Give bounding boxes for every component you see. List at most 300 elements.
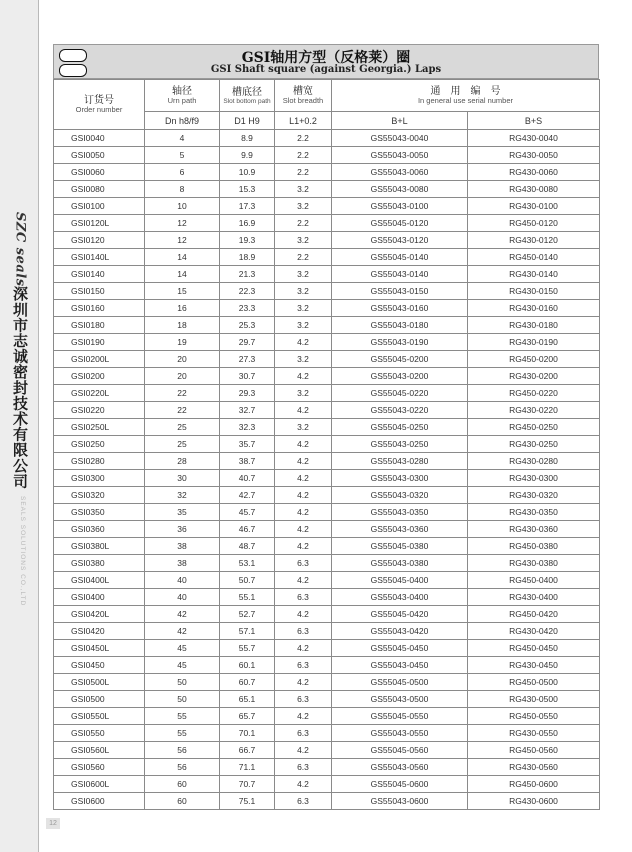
order-number-cell: GSI0500L (54, 674, 145, 691)
slot-bottom-cell: 65.1 (220, 691, 275, 708)
serial-bs-cell: RG450-0120 (468, 215, 600, 232)
order-number-cell: GSI0300 (54, 470, 145, 487)
serial-bl-cell: GS55043-0550 (332, 725, 468, 742)
slot-bottom-cell: 17.3 (220, 198, 275, 215)
col-slot-bottom-en: Slot bottom path (223, 97, 271, 105)
serial-bs-cell: RG430-0080 (468, 181, 600, 198)
slot-width-cell: 3.2 (275, 232, 332, 249)
table-row (54, 776, 600, 793)
slot-width-cell: 6.3 (275, 725, 332, 742)
serial-bs-cell: RG430-0160 (468, 300, 600, 317)
shaft-dia-cell: 20 (145, 351, 220, 368)
slot-bottom-cell: 42.7 (220, 487, 275, 504)
table-row (54, 487, 600, 504)
unit-serial-bl: B+L (332, 112, 468, 130)
slot-width-cell: 6.3 (275, 759, 332, 776)
slot-width-cell: 2.2 (275, 249, 332, 266)
serial-bl-cell: GS55043-0500 (332, 691, 468, 708)
table-row (54, 317, 600, 334)
order-number-cell: GSI0500 (54, 691, 145, 708)
page-title-en: GSI Shaft square (against Georgia.) Laps (210, 64, 442, 75)
slot-width-cell: 2.2 (275, 215, 332, 232)
slot-bottom-cell: 25.3 (220, 317, 275, 334)
order-number-cell: GSI0420 (54, 623, 145, 640)
serial-bs-cell: RG430-0250 (468, 436, 600, 453)
serial-bs-cell: RG430-0280 (468, 453, 600, 470)
table-row (54, 283, 600, 300)
table-row (54, 453, 600, 470)
slot-bottom-cell: 10.9 (220, 164, 275, 181)
order-number-cell: GSI0080 (54, 181, 145, 198)
table-row (54, 759, 600, 776)
shaft-dia-cell: 60 (145, 776, 220, 793)
col-shaft-cn: 轴径 (172, 86, 192, 97)
serial-bl-cell: GS55043-0450 (332, 657, 468, 674)
order-number-cell: GSI0560L (54, 742, 145, 759)
serial-bl-cell: GS55045-0420 (332, 606, 468, 623)
serial-bl-cell: GS55043-0160 (332, 300, 468, 317)
serial-bl-cell: GS55043-0050 (332, 147, 468, 164)
table-row (54, 521, 600, 538)
serial-bs-cell: RG430-0420 (468, 623, 600, 640)
order-number-cell: GSI0120 (54, 232, 145, 249)
order-number-cell: GSI0140L (54, 249, 145, 266)
order-number-cell: GSI0450 (54, 657, 145, 674)
order-number-cell: GSI0400 (54, 589, 145, 606)
table-row (54, 538, 600, 555)
slot-bottom-cell: 35.7 (220, 436, 275, 453)
serial-bs-cell: RG450-0450 (468, 640, 600, 657)
table-row (54, 334, 600, 351)
shaft-dia-cell: 50 (145, 674, 220, 691)
order-number-cell: GSI0250L (54, 419, 145, 436)
unit-serial-bs: B+S (468, 112, 600, 130)
table-row (54, 708, 600, 725)
serial-bs-cell: RG450-0560 (468, 742, 600, 759)
table-row (54, 181, 600, 198)
slot-bottom-cell: 19.3 (220, 232, 275, 249)
order-number-cell: GSI0550L (54, 708, 145, 725)
slot-bottom-cell: 60.7 (220, 674, 275, 691)
shaft-dia-cell: 15 (145, 283, 220, 300)
slot-width-cell: 3.2 (275, 266, 332, 283)
shaft-dia-cell: 56 (145, 742, 220, 759)
serial-bl-cell: GS55043-0220 (332, 402, 468, 419)
serial-bl-cell: GS55043-0400 (332, 589, 468, 606)
serial-bs-cell: RG430-0550 (468, 725, 600, 742)
shaft-dia-cell: 4 (145, 130, 220, 147)
slot-width-cell: 4.2 (275, 402, 332, 419)
serial-bs-cell: RG430-0320 (468, 487, 600, 504)
serial-bs-cell: RG450-0400 (468, 572, 600, 589)
slot-bottom-cell: 70.7 (220, 776, 275, 793)
order-number-cell: GSI0060 (54, 164, 145, 181)
shaft-dia-cell: 12 (145, 232, 220, 249)
table-row (54, 674, 600, 691)
slot-bottom-cell: 46.7 (220, 521, 275, 538)
slot-bottom-cell: 16.9 (220, 215, 275, 232)
slot-width-cell: 3.2 (275, 317, 332, 334)
order-number-cell: GSI0450L (54, 640, 145, 657)
slot-bottom-cell: 29.3 (220, 385, 275, 402)
serial-bs-cell: RG450-0220 (468, 385, 600, 402)
table-row (54, 368, 600, 385)
shaft-dia-cell: 20 (145, 368, 220, 385)
serial-bs-cell: RG430-0600 (468, 793, 600, 810)
serial-bl-cell: GS55045-0120 (332, 215, 468, 232)
order-number-cell: GSI0220L (54, 385, 145, 402)
serial-bl-cell: GS55043-0200 (332, 368, 468, 385)
order-number-cell: GSI0050 (54, 147, 145, 164)
slot-width-cell: 4.2 (275, 334, 332, 351)
order-number-cell: GSI0600L (54, 776, 145, 793)
slot-bottom-cell: 55.1 (220, 589, 275, 606)
table-row (54, 623, 600, 640)
col-order-cn: 订货号 (84, 95, 114, 106)
serial-bs-cell: RG450-0500 (468, 674, 600, 691)
table-row (54, 606, 600, 623)
shaft-dia-cell: 8 (145, 181, 220, 198)
order-number-cell: GSI0160 (54, 300, 145, 317)
slot-bottom-cell: 48.7 (220, 538, 275, 555)
slot-width-cell: 3.2 (275, 283, 332, 300)
table-row (54, 657, 600, 674)
slot-bottom-cell: 27.3 (220, 351, 275, 368)
slot-width-cell: 4.2 (275, 436, 332, 453)
serial-bs-cell: RG450-0380 (468, 538, 600, 555)
serial-bl-cell: GS55043-0120 (332, 232, 468, 249)
spec-table (53, 79, 600, 810)
shaft-dia-cell: 50 (145, 691, 220, 708)
order-number-cell: GSI0140 (54, 266, 145, 283)
shaft-dia-cell: 42 (145, 623, 220, 640)
shaft-dia-cell: 10 (145, 198, 220, 215)
slot-bottom-cell: 53.1 (220, 555, 275, 572)
slot-bottom-cell: 29.7 (220, 334, 275, 351)
slot-bottom-cell: 71.1 (220, 759, 275, 776)
serial-bl-cell: GS55045-0600 (332, 776, 468, 793)
slot-bottom-cell: 32.7 (220, 402, 275, 419)
order-number-cell: GSI0560 (54, 759, 145, 776)
order-number-cell: GSI0380L (54, 538, 145, 555)
serial-bl-cell: GS55043-0360 (332, 521, 468, 538)
page-title-cn: GSI轴用方型（反格莱）圈 (241, 50, 411, 66)
unit-shaft: Dn h8/f9 (145, 112, 220, 130)
serial-bl-cell: GS55043-0420 (332, 623, 468, 640)
order-number-cell: GSI0380 (54, 555, 145, 572)
order-number-cell: GSI0420L (54, 606, 145, 623)
slot-width-cell: 4.2 (275, 742, 332, 759)
serial-bl-cell: GS55043-0080 (332, 181, 468, 198)
serial-bs-cell: RG430-0190 (468, 334, 600, 351)
slot-bottom-cell: 23.3 (220, 300, 275, 317)
shaft-dia-cell: 22 (145, 385, 220, 402)
table-row (54, 470, 600, 487)
order-number-cell: GSI0320 (54, 487, 145, 504)
serial-bl-cell: GS55045-0400 (332, 572, 468, 589)
serial-bs-cell: RG430-0400 (468, 589, 600, 606)
table-row (54, 385, 600, 402)
serial-bl-cell: GS55045-0500 (332, 674, 468, 691)
slot-width-cell: 4.2 (275, 504, 332, 521)
col-slot-width-cn: 槽宽 (293, 86, 313, 97)
serial-bs-cell: RG430-0180 (468, 317, 600, 334)
order-number-cell: GSI0280 (54, 453, 145, 470)
serial-bl-cell: GS55043-0040 (332, 130, 468, 147)
slot-width-cell: 4.2 (275, 521, 332, 538)
slot-bottom-cell: 18.9 (220, 249, 275, 266)
page-number: 12 (46, 818, 60, 829)
serial-bs-cell: RG430-0300 (468, 470, 600, 487)
slot-width-cell: 4.2 (275, 640, 332, 657)
slot-width-cell: 6.3 (275, 555, 332, 572)
shaft-dia-cell: 42 (145, 606, 220, 623)
serial-bl-cell: GS55043-0180 (332, 317, 468, 334)
serial-bl-cell: GS55045-0220 (332, 385, 468, 402)
order-number-cell: GSI0250 (54, 436, 145, 453)
slot-bottom-cell: 52.7 (220, 606, 275, 623)
table-row (54, 147, 600, 164)
serial-bl-cell: GS55045-0380 (332, 538, 468, 555)
slot-bottom-cell: 21.3 (220, 266, 275, 283)
serial-bl-cell: GS55043-0300 (332, 470, 468, 487)
shaft-dia-cell: 18 (145, 317, 220, 334)
slot-width-cell: 3.2 (275, 419, 332, 436)
unit-slot-bottom: D1 H9 (220, 112, 275, 130)
slot-width-cell: 6.3 (275, 657, 332, 674)
col-serial-en: In general use serial number (417, 96, 514, 105)
shaft-dia-cell: 45 (145, 640, 220, 657)
slot-bottom-cell: 70.1 (220, 725, 275, 742)
slot-bottom-cell: 9.9 (220, 147, 275, 164)
serial-bl-cell: GS55043-0560 (332, 759, 468, 776)
slot-width-cell: 4.2 (275, 708, 332, 725)
serial-bs-cell: RG430-0360 (468, 521, 600, 538)
slot-width-cell: 4.2 (275, 776, 332, 793)
table-row (54, 640, 600, 657)
shaft-dia-cell: 22 (145, 402, 220, 419)
slot-bottom-cell: 40.7 (220, 470, 275, 487)
slot-width-cell: 4.2 (275, 368, 332, 385)
serial-bs-cell: RG430-0100 (468, 198, 600, 215)
slot-width-cell: 4.2 (275, 606, 332, 623)
slot-width-cell: 2.2 (275, 164, 332, 181)
serial-bs-cell: RG430-0040 (468, 130, 600, 147)
table-header-bar (53, 44, 599, 79)
serial-bl-cell: GS55043-0350 (332, 504, 468, 521)
slot-width-cell: 4.2 (275, 538, 332, 555)
serial-bs-cell: RG430-0450 (468, 657, 600, 674)
slot-width-cell: 4.2 (275, 487, 332, 504)
col-slot-width (275, 80, 332, 112)
serial-bl-cell: GS55045-0550 (332, 708, 468, 725)
col-order-en: Order number (75, 105, 123, 114)
slot-bottom-cell: 75.1 (220, 793, 275, 810)
shaft-dia-cell: 35 (145, 504, 220, 521)
slot-width-cell: 6.3 (275, 623, 332, 640)
serial-bs-cell: RG430-0500 (468, 691, 600, 708)
serial-bs-cell: RG450-0420 (468, 606, 600, 623)
table-row (54, 249, 600, 266)
order-number-cell: GSI0350 (54, 504, 145, 521)
serial-bl-cell: GS55043-0280 (332, 453, 468, 470)
shaft-dia-cell: 14 (145, 249, 220, 266)
table-row (54, 419, 600, 436)
table-row (54, 725, 600, 742)
serial-bs-cell: RG450-0550 (468, 708, 600, 725)
table-row (54, 555, 600, 572)
slot-width-cell: 6.3 (275, 589, 332, 606)
order-number-cell: GSI0550 (54, 725, 145, 742)
serial-bl-cell: GS55043-0140 (332, 266, 468, 283)
shaft-dia-cell: 30 (145, 470, 220, 487)
slot-width-cell: 3.2 (275, 198, 332, 215)
serial-bl-cell: GS55043-0190 (332, 334, 468, 351)
shaft-dia-cell: 40 (145, 589, 220, 606)
serial-bs-cell: RG450-0600 (468, 776, 600, 793)
col-serial (332, 80, 600, 112)
col-slot-width-en: Slot breadth (282, 96, 324, 105)
shaft-dia-cell: 14 (145, 266, 220, 283)
slot-bottom-cell: 50.7 (220, 572, 275, 589)
serial-bl-cell: GS55045-0450 (332, 640, 468, 657)
serial-bl-cell: GS55043-0150 (332, 283, 468, 300)
col-order-number (54, 80, 145, 130)
col-shaft (145, 80, 220, 112)
shaft-dia-cell: 6 (145, 164, 220, 181)
table-row (54, 742, 600, 759)
slot-bottom-cell: 15.3 (220, 181, 275, 198)
col-slot-bottom (220, 80, 275, 112)
company-name-en: SEALS SOLUTIONS CO.,LTD (19, 496, 26, 607)
order-number-cell: GSI0220 (54, 402, 145, 419)
serial-bs-cell: RG430-0220 (468, 402, 600, 419)
slot-bottom-cell: 38.7 (220, 453, 275, 470)
shaft-dia-cell: 40 (145, 572, 220, 589)
shaft-dia-cell: 12 (145, 215, 220, 232)
order-number-cell: GSI0180 (54, 317, 145, 334)
shaft-dia-cell: 55 (145, 725, 220, 742)
table-row (54, 130, 600, 147)
serial-bl-cell: GS55045-0200 (332, 351, 468, 368)
order-number-cell: GSI0120L (54, 215, 145, 232)
order-number-cell: GSI0400L (54, 572, 145, 589)
company-name-cn: 深圳市志诚密封技术有限公司 (11, 286, 29, 489)
shaft-dia-cell: 55 (145, 708, 220, 725)
unit-slot-width: L1+0.2 (275, 112, 332, 130)
slot-width-cell: 4.2 (275, 674, 332, 691)
slot-width-cell: 3.2 (275, 351, 332, 368)
shaft-dia-cell: 38 (145, 555, 220, 572)
slot-bottom-cell: 55.7 (220, 640, 275, 657)
shaft-dia-cell: 28 (145, 453, 220, 470)
company-logo: SZC seals (12, 212, 28, 287)
serial-bl-cell: GS55043-0100 (332, 198, 468, 215)
table-row (54, 436, 600, 453)
slot-bottom-cell: 32.3 (220, 419, 275, 436)
page-divider (38, 0, 39, 852)
slot-width-cell: 6.3 (275, 793, 332, 810)
brand-block (10, 212, 30, 292)
order-number-cell: GSI0150 (54, 283, 145, 300)
slot-width-cell: 4.2 (275, 453, 332, 470)
shaft-dia-cell: 19 (145, 334, 220, 351)
shaft-dia-cell: 45 (145, 657, 220, 674)
serial-bs-cell: RG430-0120 (468, 232, 600, 249)
serial-bl-cell: GS55045-0140 (332, 249, 468, 266)
serial-bs-cell: RG450-0200 (468, 351, 600, 368)
col-shaft-en: Urn path (167, 96, 197, 105)
serial-bs-cell: RG430-0150 (468, 283, 600, 300)
table-row (54, 198, 600, 215)
slot-width-cell: 3.2 (275, 300, 332, 317)
table-row (54, 351, 600, 368)
slot-width-cell: 2.2 (275, 130, 332, 147)
slot-bottom-cell: 30.7 (220, 368, 275, 385)
slot-width-cell: 4.2 (275, 572, 332, 589)
shaft-dia-cell: 38 (145, 538, 220, 555)
order-number-cell: GSI0200 (54, 368, 145, 385)
order-number-cell: GSI0200L (54, 351, 145, 368)
order-number-cell: GSI0190 (54, 334, 145, 351)
order-number-cell: GSI0360 (54, 521, 145, 538)
order-number-cell: GSI0100 (54, 198, 145, 215)
serial-bl-cell: GS55045-0250 (332, 419, 468, 436)
table-row (54, 793, 600, 810)
serial-bl-cell: GS55043-0600 (332, 793, 468, 810)
slot-width-cell: 3.2 (275, 181, 332, 198)
slot-bottom-cell: 22.3 (220, 283, 275, 300)
slot-bottom-cell: 65.7 (220, 708, 275, 725)
serial-bl-cell: GS55043-0380 (332, 555, 468, 572)
serial-bs-cell: RG430-0350 (468, 504, 600, 521)
slot-bottom-cell: 8.9 (220, 130, 275, 147)
shaft-dia-cell: 25 (145, 419, 220, 436)
serial-bs-cell: RG430-0140 (468, 266, 600, 283)
table-row (54, 300, 600, 317)
shaft-dia-cell: 60 (145, 793, 220, 810)
shaft-dia-cell: 25 (145, 436, 220, 453)
table-row (54, 572, 600, 589)
serial-bs-cell: RG430-0050 (468, 147, 600, 164)
serial-bl-cell: GS55045-0560 (332, 742, 468, 759)
serial-bs-cell: RG430-0200 (468, 368, 600, 385)
table-row (54, 402, 600, 419)
serial-bs-cell: RG450-0140 (468, 249, 600, 266)
slot-bottom-cell: 45.7 (220, 504, 275, 521)
serial-bl-cell: GS55043-0060 (332, 164, 468, 181)
table-row (54, 215, 600, 232)
serial-bs-cell: RG430-0380 (468, 555, 600, 572)
slot-bottom-cell: 57.1 (220, 623, 275, 640)
table-body (54, 130, 600, 810)
table-row (54, 164, 600, 181)
slot-bottom-cell: 60.1 (220, 657, 275, 674)
slot-width-cell: 3.2 (275, 385, 332, 402)
serial-bl-cell: GS55043-0250 (332, 436, 468, 453)
col-slot-bottom-cn: 槽底径 (232, 86, 262, 98)
table-row (54, 504, 600, 521)
table-row (54, 232, 600, 249)
serial-bs-cell: RG450-0250 (468, 419, 600, 436)
table-row (54, 266, 600, 283)
serial-bs-cell: RG430-0060 (468, 164, 600, 181)
shaft-dia-cell: 36 (145, 521, 220, 538)
shaft-dia-cell: 5 (145, 147, 220, 164)
slot-width-cell: 4.2 (275, 470, 332, 487)
col-serial-cn: 通 用 编 号 (430, 86, 501, 97)
slot-width-cell: 6.3 (275, 691, 332, 708)
